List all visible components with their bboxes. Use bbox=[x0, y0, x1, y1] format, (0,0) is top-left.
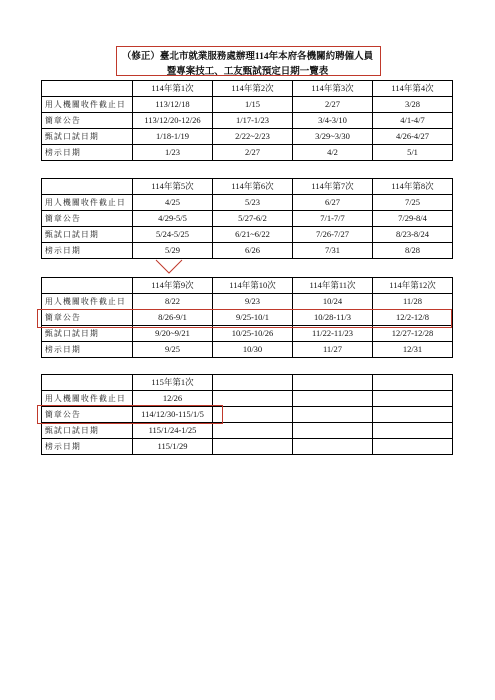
table-row bbox=[42, 278, 453, 294]
table-cell: 3/4-3/10 bbox=[293, 113, 373, 129]
session-header: 114年第2次 bbox=[213, 81, 293, 97]
table-row bbox=[42, 195, 453, 211]
table-cell: 5/1 bbox=[373, 145, 453, 161]
table-cell: 4/26-4/27 bbox=[373, 129, 453, 145]
table-cell: 12/31 bbox=[373, 342, 453, 358]
session-header bbox=[293, 375, 373, 391]
table-cell bbox=[373, 423, 453, 439]
row-label-deadline: 用人機關收件截止日 bbox=[42, 97, 133, 113]
table-row bbox=[42, 227, 453, 243]
session-header: 115年第1次 bbox=[133, 375, 213, 391]
table-cell bbox=[373, 391, 453, 407]
table-cell bbox=[373, 407, 453, 423]
corner-cell bbox=[42, 81, 133, 97]
table-cell bbox=[293, 423, 373, 439]
session-header: 114年第8次 bbox=[373, 179, 453, 195]
row-label-result: 榜示日期 bbox=[42, 243, 133, 259]
table-cell: 4/25 bbox=[133, 195, 213, 211]
session-header: 114年第9次 bbox=[133, 278, 213, 294]
schedule-table-2 bbox=[41, 178, 453, 259]
table-cell: 12/27-12/28 bbox=[373, 326, 453, 342]
row-label-deadline: 用人機關收件截止日 bbox=[42, 391, 133, 407]
row-label-exam: 甄試口試日期 bbox=[42, 227, 133, 243]
table-cell: 2/27 bbox=[213, 145, 293, 161]
table-cell: 11/27 bbox=[293, 342, 373, 358]
row-label-deadline: 用人機關收件截止日 bbox=[42, 195, 133, 211]
table-cell: 12/26 bbox=[133, 391, 213, 407]
table-cell: 1/23 bbox=[133, 145, 213, 161]
table-cell: 10/24 bbox=[293, 294, 373, 310]
document-title: （修正）臺北市就業服務處辦理114年本府各機關約聘僱人員 bbox=[121, 52, 374, 62]
table-cell: 2/27 bbox=[293, 97, 373, 113]
table-cell: 2/22~2/23 bbox=[213, 129, 293, 145]
table-cell: 7/26-7/27 bbox=[293, 227, 373, 243]
table-row bbox=[42, 145, 453, 161]
table-row bbox=[42, 423, 453, 439]
table-row bbox=[42, 294, 453, 310]
table-cell: 115/1/24-1/25 bbox=[133, 423, 213, 439]
schedule-table-1 bbox=[41, 80, 453, 161]
table-cell bbox=[213, 407, 293, 423]
row-label-announce: 簡章公告 bbox=[42, 211, 133, 227]
table-cell: 113/12/20-12/26 bbox=[133, 113, 213, 129]
row-label-deadline: 用人機關收件截止日 bbox=[42, 294, 133, 310]
table-cell bbox=[213, 423, 293, 439]
table-cell: 113/12/18 bbox=[133, 97, 213, 113]
table-cell: 8/23-8/24 bbox=[373, 227, 453, 243]
table-cell bbox=[293, 391, 373, 407]
session-header: 114年第3次 bbox=[293, 81, 373, 97]
corner-cell bbox=[42, 375, 133, 391]
table-cell: 6/27 bbox=[293, 195, 373, 211]
table-cell: 11/22-11/23 bbox=[293, 326, 373, 342]
session-header: 114年第12次 bbox=[373, 278, 453, 294]
table-cell: 9/25 bbox=[133, 342, 213, 358]
table-cell bbox=[293, 439, 373, 455]
table-row bbox=[42, 179, 453, 195]
table-cell: 6/26 bbox=[213, 243, 293, 259]
row-label-exam: 甄試口試日期 bbox=[42, 423, 133, 439]
session-header: 114年第11次 bbox=[293, 278, 373, 294]
table-cell: 7/29-8/4 bbox=[373, 211, 453, 227]
row-label-announce: 簡章公告 bbox=[42, 407, 133, 423]
session-header: 114年第1次 bbox=[133, 81, 213, 97]
schedule-table-4 bbox=[41, 374, 453, 455]
table-cell: 4/1-4/7 bbox=[373, 113, 453, 129]
table-cell: 1/18-1/19 bbox=[133, 129, 213, 145]
session-header: 114年第7次 bbox=[293, 179, 373, 195]
session-header: 114年第6次 bbox=[213, 179, 293, 195]
table-cell: 9/25-10/1 bbox=[213, 310, 293, 326]
table-cell bbox=[373, 439, 453, 455]
table-cell: 6/21~6/22 bbox=[213, 227, 293, 243]
row-label-announce: 簡章公告 bbox=[42, 113, 133, 129]
table-row bbox=[42, 391, 453, 407]
table-cell: 114/12/30-115/1/5 bbox=[133, 407, 213, 423]
caret-marker-icon bbox=[155, 259, 183, 275]
row-label-result: 榜示日期 bbox=[42, 439, 133, 455]
table-cell: 4/29-5/5 bbox=[133, 211, 213, 227]
table-cell: 10/28-11/3 bbox=[293, 310, 373, 326]
table-cell: 7/25 bbox=[373, 195, 453, 211]
table-row bbox=[42, 129, 453, 145]
table-cell: 5/29 bbox=[133, 243, 213, 259]
table-cell: 5/27-6/2 bbox=[213, 211, 293, 227]
table-row bbox=[42, 326, 453, 342]
table-cell: 12/2-12/8 bbox=[373, 310, 453, 326]
table-cell: 1/17-1/23 bbox=[213, 113, 293, 129]
table-cell: 1/15 bbox=[213, 97, 293, 113]
row-label-result: 榜示日期 bbox=[42, 145, 133, 161]
row-label-exam: 甄試口試日期 bbox=[42, 129, 133, 145]
table-row bbox=[42, 375, 453, 391]
table-cell: 3/28 bbox=[373, 97, 453, 113]
row-label-result: 榜示日期 bbox=[42, 342, 133, 358]
document-subtitle: 暨專案技工、工友甄試預定日期一覽表 bbox=[166, 67, 329, 77]
table-row bbox=[42, 211, 453, 227]
corner-cell bbox=[42, 179, 133, 195]
table-cell: 9/23 bbox=[213, 294, 293, 310]
table-cell bbox=[213, 391, 293, 407]
table-cell: 8/28 bbox=[373, 243, 453, 259]
session-header bbox=[213, 375, 293, 391]
session-header bbox=[373, 375, 453, 391]
table-cell: 7/31 bbox=[293, 243, 373, 259]
session-header: 114年第4次 bbox=[373, 81, 453, 97]
table-cell: 115/1/29 bbox=[133, 439, 213, 455]
table-row bbox=[42, 407, 453, 423]
table-row bbox=[42, 113, 453, 129]
schedule-table-3 bbox=[41, 277, 453, 358]
table-row bbox=[42, 342, 453, 358]
session-header: 114年第5次 bbox=[133, 179, 213, 195]
table-cell: 8/22 bbox=[133, 294, 213, 310]
table-row bbox=[42, 97, 453, 113]
table-cell: 10/25-10/26 bbox=[213, 326, 293, 342]
table-cell: 7/1-7/7 bbox=[293, 211, 373, 227]
table-row bbox=[42, 439, 453, 455]
table-cell: 4/2 bbox=[293, 145, 373, 161]
table-row bbox=[42, 81, 453, 97]
row-label-announce: 簡章公告 bbox=[42, 310, 133, 326]
table-cell: 8/26-9/1 bbox=[133, 310, 213, 326]
table-cell bbox=[213, 439, 293, 455]
table-cell bbox=[293, 407, 373, 423]
table-cell: 11/28 bbox=[373, 294, 453, 310]
table-row bbox=[42, 243, 453, 259]
table-cell: 5/23 bbox=[213, 195, 293, 211]
table-cell: 9/20~9/21 bbox=[133, 326, 213, 342]
corner-cell bbox=[42, 278, 133, 294]
table-cell: 10/30 bbox=[213, 342, 293, 358]
table-cell: 3/29~3/30 bbox=[293, 129, 373, 145]
table-row bbox=[42, 310, 453, 326]
session-header: 114年第10次 bbox=[213, 278, 293, 294]
row-label-exam: 甄試口試日期 bbox=[42, 326, 133, 342]
table-cell: 5/24-5/25 bbox=[133, 227, 213, 243]
